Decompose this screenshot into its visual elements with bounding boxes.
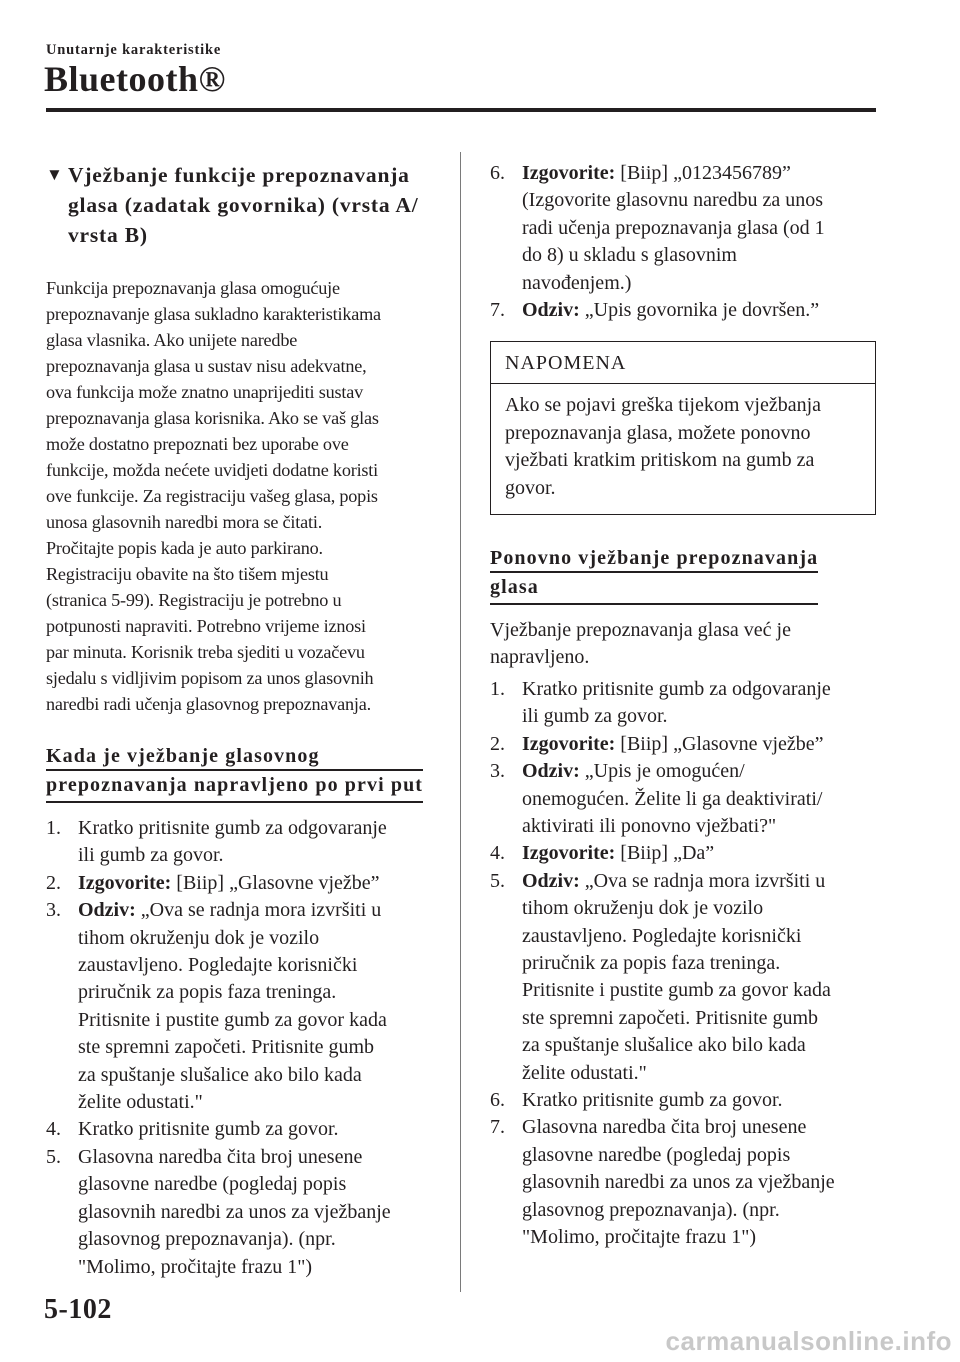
- step-item: [46, 1116, 436, 1143]
- section-heading-line: vrsta B): [68, 223, 148, 247]
- intro-paragraph: [46, 275, 436, 717]
- subheading-first-time: [46, 743, 423, 803]
- steps-repeat-training: [490, 676, 876, 1252]
- step-line: želite odustati.": [522, 1061, 647, 1084]
- note-line: govor.: [505, 476, 556, 499]
- intro-line: ove funkcije. Za registraciju vašeg glasa, popis: [46, 486, 378, 506]
- step-line: "Molimo, pročitajte frazu 1"): [522, 1226, 757, 1248]
- step-line: do 8) u skladu s glasovnim: [522, 244, 737, 267]
- intro-line: Funkcija prepoznavanja glasa omogućuje: [46, 278, 340, 298]
- step-line: tihom okruženju dok je vozilo: [78, 926, 320, 949]
- step-number: 3.: [490, 760, 505, 783]
- step-line: glasovnih naredbi za unos za vježbanje: [522, 1171, 835, 1194]
- step-line: „Upis je omogućen/: [579, 760, 745, 783]
- step-line: glasovnih naredbi za unos za vježbanje: [78, 1200, 391, 1223]
- left-column: [46, 160, 436, 1281]
- intro-line: (stranica 5-99). Registraciju je potrebno u: [46, 590, 342, 610]
- header-rule: [46, 108, 876, 112]
- intro-line: prepoznavanje glasa sukladno karakteristikama: [46, 304, 381, 324]
- step-item: [490, 1087, 876, 1114]
- step-line: za spuštanje slušalice ako bilo kada: [522, 1034, 806, 1057]
- section-heading: [46, 160, 436, 250]
- note-line: vježbati kratkim pritiskom na gumb za: [505, 449, 815, 472]
- right-column: [490, 160, 876, 1251]
- step-line: „Upis govornika je dovršen.”: [579, 299, 820, 322]
- step-line: navođenjem.): [522, 271, 632, 294]
- step-line: priručnik za popis faza treninga.: [78, 981, 337, 1004]
- step-line: ste spremni započeti. Pritisnite gumb: [522, 1006, 819, 1029]
- step-keyword: Odziv:: [522, 760, 580, 783]
- step-line: aktivirati ili ponovno vježbati?": [522, 814, 777, 837]
- note-line: Ako se pojavi greška tijekom vježbanja: [505, 394, 822, 417]
- step-line: za spuštanje slušalice ako bilo kada: [78, 1063, 362, 1086]
- intro-line: naredbi radi učenja glasovnog prepoznavanja.: [46, 694, 372, 714]
- page-title: Bluetooth®: [44, 59, 226, 99]
- subheading-line: prepoznavanja napravljeno po prvi put: [46, 769, 423, 799]
- triangle-marker-icon: ▼: [46, 165, 64, 184]
- subheading-line: glasa: [490, 571, 818, 601]
- step-line: priručnik za popis faza treninga.: [522, 951, 781, 974]
- step-number: 1.: [490, 677, 505, 700]
- step-line: Kratko pritisnite gumb za odgovaranje: [78, 817, 387, 839]
- step-number: 5.: [490, 869, 505, 892]
- step-number: 5.: [46, 1145, 61, 1168]
- step-line: „Ova se radnja mora izvršiti u: [135, 899, 382, 922]
- step-line: [Biip] „Glasovne vježbe”: [171, 871, 380, 894]
- intro-line: funkcije, možda nećete uvidjeti dodatne koristi: [46, 460, 379, 480]
- step-line: želite odustati.": [78, 1091, 203, 1114]
- intro-line: Registraciju obavite na što tišem mjestu: [46, 564, 329, 584]
- step-number: 4.: [46, 1118, 61, 1141]
- step-line: Glasovna naredba čita broj unesene: [78, 1145, 363, 1168]
- step-item: [490, 160, 876, 297]
- subheading-line: Kada je vježbanje glasovnog: [46, 745, 320, 767]
- page-number: 5-102: [44, 1294, 112, 1325]
- step-line: zaustavljeno. Pogledajte korisnički: [78, 954, 358, 977]
- intro-line: sjedalu s vidljivim popisom za unos glasovnih: [46, 668, 374, 688]
- step-number: 4.: [490, 842, 505, 865]
- step-line: Kratko pritisnite gumb za odgovaranje: [522, 677, 831, 700]
- step-line: glasovne naredbe (pogledaj popis: [78, 1173, 347, 1196]
- intro-line: Vježbanje prepoznavanja glasa već je: [490, 619, 791, 642]
- step-keyword: Odziv:: [78, 899, 136, 922]
- step-line: glasovnog prepoznavanja). (npr.: [78, 1228, 336, 1251]
- intro-line: potpunosti napraviti. Potrebno vrijeme iznosi: [46, 616, 366, 636]
- subheading-line: Ponovno vježbanje prepoznavanja: [490, 547, 819, 570]
- intro-line: glasa vlasnika. Ako unijete naredbe: [46, 330, 298, 350]
- intro-line: unosa glasovnih naredbi mora se čitati.: [46, 512, 323, 532]
- step-item: [490, 1114, 876, 1251]
- step-number: 2.: [46, 871, 61, 894]
- step-item: [490, 840, 876, 867]
- step-line: [Biip] „0123456789”: [615, 162, 791, 184]
- note-body: [491, 384, 875, 514]
- step-line: onemogućen. Želite li ga deaktivirati/: [522, 787, 823, 810]
- subheading-repeat-training: [490, 545, 818, 605]
- step-line: zaustavljeno. Pogledajte korisnički: [522, 924, 802, 947]
- step-line: glasovnog prepoznavanja). (npr.: [522, 1198, 780, 1221]
- step-number: 2.: [490, 732, 505, 755]
- step-keyword: Izgovorite:: [522, 842, 616, 865]
- step-item: [490, 297, 876, 324]
- note-line: prepoznavanja glasa, možete ponovno: [505, 421, 811, 444]
- step-line: [Biip] „Glasovne vježbe”: [615, 732, 824, 755]
- note-box: [490, 341, 876, 515]
- intro-line: Pročitajte popis kada je auto parkirano.: [46, 538, 323, 558]
- section-heading-line: Vježbanje funkcije prepoznavanja: [68, 163, 410, 187]
- step-keyword: Izgovorite:: [522, 162, 616, 184]
- intro-line: prepoznavanja glasa korisnika. Ako se vaš glas: [46, 408, 379, 428]
- step-number: 7.: [490, 299, 505, 322]
- step-line: ste spremni započeti. Pritisnite gumb: [78, 1036, 375, 1059]
- intro-line: par minuta. Korisnik treba sjediti u vozačevu: [46, 642, 365, 662]
- step-number: 3.: [46, 899, 61, 922]
- section-label: Unutarnje karakteristike: [46, 42, 222, 58]
- step-number: 6.: [490, 162, 505, 184]
- watermark: carmanualsonline.info: [665, 1326, 952, 1356]
- step-keyword: Odziv:: [522, 299, 580, 322]
- steps-first-time: [46, 815, 436, 1281]
- step-line: radi učenja prepoznavanja glasa (od 1: [522, 216, 825, 239]
- step-line: "Molimo, pročitajte frazu 1"): [78, 1255, 313, 1278]
- step-line: glasovne naredbe (pogledaj popis: [522, 1143, 791, 1166]
- steps-continued: [490, 160, 876, 324]
- note-title: NAPOMENA: [491, 342, 875, 384]
- step-line: ili gumb za govor.: [522, 705, 668, 728]
- step-line: Pritisnite i pustite gumb za govor kada: [78, 1008, 387, 1031]
- step-keyword: Izgovorite:: [78, 871, 172, 894]
- step-item: [46, 1144, 436, 1281]
- intro-line: napravljeno.: [490, 646, 590, 669]
- step-line: (Izgovorite glasovnu naredbu za unos: [522, 189, 824, 212]
- section-heading-line: glasa (zadatak govornika) (vrsta A/: [68, 193, 419, 217]
- step-line: „Ova se radnja mora izvršiti u: [579, 869, 826, 892]
- step-item: [490, 758, 876, 840]
- step-line: Glasovna naredba čita broj unesene: [522, 1116, 807, 1139]
- step-item: [46, 815, 436, 870]
- step-item: [490, 676, 876, 731]
- step-line: Kratko pritisnite gumb za govor.: [522, 1088, 783, 1111]
- step-line: [Biip] „Da”: [615, 842, 715, 865]
- step-keyword: Izgovorite:: [522, 732, 616, 755]
- step-item: [46, 897, 436, 1116]
- step-item: [490, 868, 876, 1087]
- step-item: [46, 870, 436, 897]
- step-line: tihom okruženju dok je vozilo: [522, 897, 764, 920]
- intro-line: prepoznavanja glasa u sustav nisu adekvatne,: [46, 356, 367, 376]
- step-item: [490, 731, 876, 758]
- column-divider: [460, 152, 461, 1292]
- step-line: ili gumb za govor.: [78, 844, 224, 867]
- repeat-intro-paragraph: [490, 617, 876, 672]
- step-number: 7.: [490, 1116, 505, 1139]
- step-number: 1.: [46, 817, 61, 839]
- step-keyword: Odziv:: [522, 869, 580, 892]
- step-line: Kratko pritisnite gumb za govor.: [78, 1118, 339, 1141]
- intro-line: može dostatno prepoznati bez uporabe ove: [46, 434, 349, 454]
- intro-line: ova funkcija može znatno unaprijediti sustav: [46, 382, 363, 402]
- step-line: Pritisnite i pustite gumb za govor kada: [522, 979, 831, 1002]
- step-number: 6.: [490, 1088, 505, 1111]
